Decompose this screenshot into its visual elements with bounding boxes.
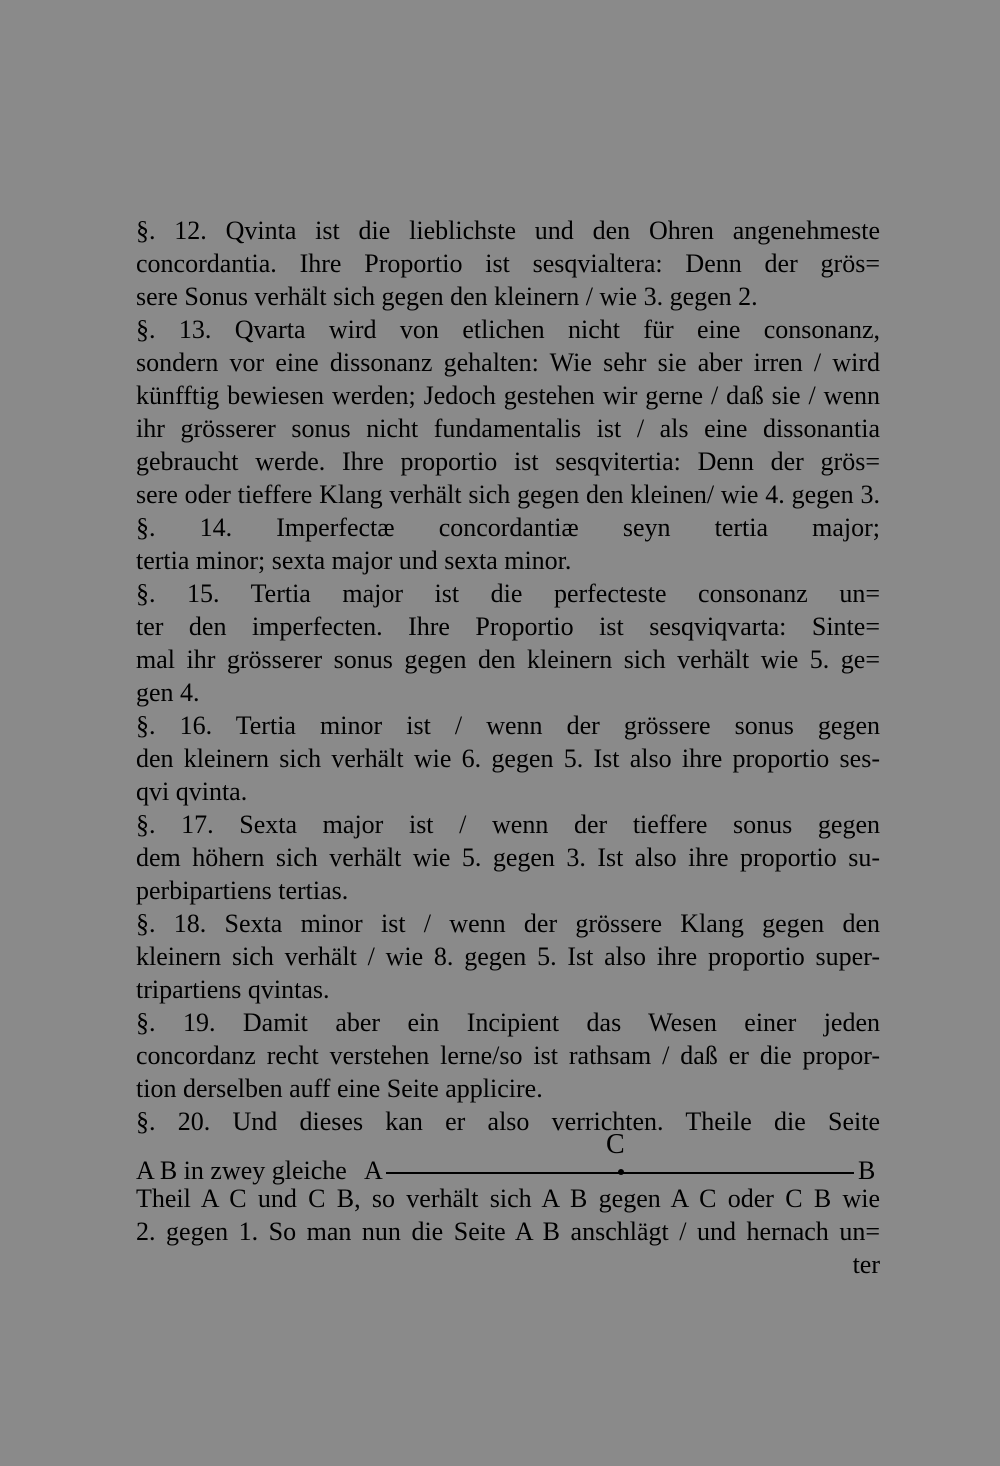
paragraph-19-line-3: tion derselben auff eine Seite applicire. bbox=[136, 1074, 543, 1103]
line-segment-diagram bbox=[136, 1130, 880, 1190]
paragraph-13-line-1: §. 13. Qvarta wird von etlichen nicht für eine consonanz, bbox=[136, 315, 880, 344]
paragraph-16-line-1: §. 16. Tertia minor ist / wenn der grössere sonus gegen bbox=[136, 711, 880, 740]
paragraph-18-line-2: kleinern sich verhält / wie 8. gegen 5. Ist also ihre proportio super- bbox=[136, 942, 880, 971]
paragraph-17-line-3: perbipartiens tertias. bbox=[136, 876, 349, 905]
catchword: ter bbox=[852, 1250, 880, 1279]
paragraph-12-line-2: concordantia. Ihre Proportio ist sesqvialtera: Denn der grös= bbox=[136, 249, 880, 278]
after-diagram-line-2: 2. gegen 1. So man nun die Seite A B anschlägt / und hernach un= bbox=[136, 1217, 880, 1246]
paragraph-15-line-2: ter den imperfecten. Ihre Proportio ist sesqviqvarta: Sinte= bbox=[136, 612, 880, 641]
diagram-label-a: A bbox=[364, 1156, 383, 1185]
paragraph-13-line-2: sondern vor eine dissonanz gehalten: Wie sehr sie aber irren / wird bbox=[136, 348, 880, 377]
paragraph-18-line-1: §. 18. Sexta minor ist / wenn der grössere Klang gegen den bbox=[136, 909, 880, 938]
paragraph-15-line-3: mal ihr grösserer sonus gegen den kleinern sich verhält wie 5. ge= bbox=[136, 645, 880, 674]
paragraph-14-line-2: tertia minor; sexta major und sexta minor. bbox=[136, 546, 572, 575]
midpoint-c-marker bbox=[618, 1169, 624, 1175]
diagram-lead-text: A B in zwey gleiche bbox=[136, 1156, 347, 1185]
paragraph-12-line-3: sere Sonus verhält sich gegen den kleinern / wie 3. gegen 2. bbox=[136, 282, 758, 311]
paragraph-13-line-4: ihr grösserer sonus nicht fundamentalis ist / als eine dissonantia bbox=[136, 414, 880, 443]
paragraph-20-line-1: §. 20. Und dieses kan er also verrichten. Theile die Seite bbox=[136, 1107, 880, 1136]
paragraph-14-line-1: §. 14. Imperfectæ concordantiæ seyn tertia major; bbox=[136, 513, 880, 542]
paragraph-13-line-5: gebraucht werde. Ihre proportio ist sesqvitertia: Denn der grös= bbox=[136, 447, 880, 476]
paragraph-17-line-1: §. 17. Sexta major ist / wenn der tieffere sonus gegen bbox=[136, 810, 880, 839]
paragraph-16-line-3: qvi qvinta. bbox=[136, 777, 248, 806]
diagram-label-c: C bbox=[606, 1129, 625, 1160]
paragraph-15-line-4: gen 4. bbox=[136, 678, 200, 707]
paragraph-19-line-2: concordanz recht verstehen lerne/so ist rathsam / daß er die propor- bbox=[136, 1041, 880, 1070]
paragraph-19-line-1: §. 19. Damit aber ein Incipient das Wesen einer jeden bbox=[136, 1008, 880, 1037]
paragraph-12-line-1: §. 12. Qvinta ist die lieblichste und den Ohren angenehmeste bbox=[136, 216, 880, 245]
paragraph-17-line-2: dem höhern sich verhält wie 5. gegen 3. Ist also ihre proportio su- bbox=[136, 843, 880, 872]
paragraph-13-line-3: künfftig bewiesen werden; Jedoch gestehen wir gerne / daß sie / wenn bbox=[136, 381, 880, 410]
diagram-label-b: B bbox=[858, 1156, 876, 1185]
paragraph-15-line-1: §. 15. Tertia major ist die perfecteste consonanz un= bbox=[136, 579, 880, 608]
after-diagram-line-1: Theil A C und C B, so verhält sich A B gegen A C oder C B wie bbox=[136, 1184, 880, 1213]
paragraph-13-line-6: sere oder tieffere Klang verhält sich gegen den kleinen/ wie 4. gegen 3. bbox=[136, 480, 880, 509]
paragraph-16-line-2: den kleinern sich verhält wie 6. gegen 5. Ist also ihre proportio ses- bbox=[136, 744, 880, 773]
paragraph-18-line-3: tripartiens qvintas. bbox=[136, 975, 330, 1004]
